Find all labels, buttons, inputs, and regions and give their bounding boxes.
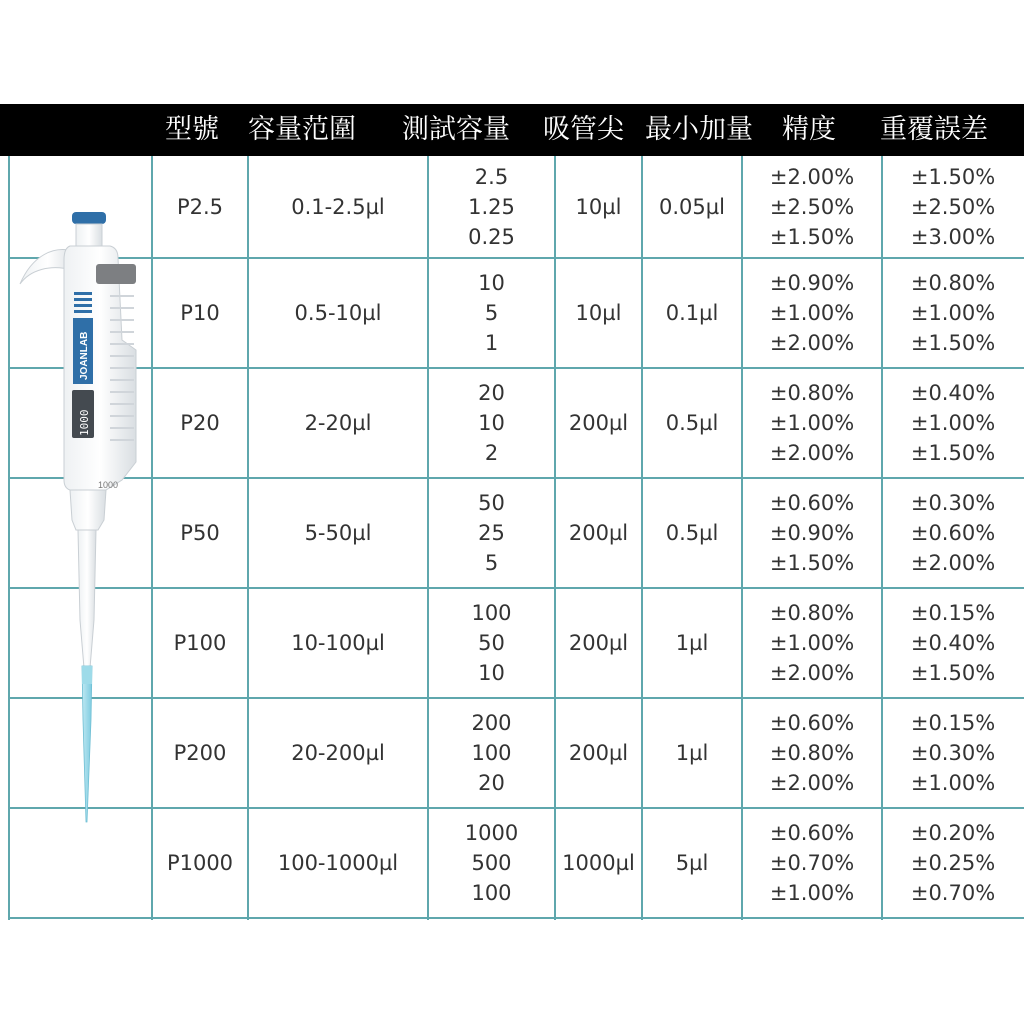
- cell-range: [248, 588, 428, 698]
- cell-line: 50: [478, 631, 505, 655]
- cell-tip: [555, 478, 642, 588]
- cell-value: 1µl: [675, 631, 709, 655]
- cell-tip: [555, 588, 642, 698]
- cell-value: 1000µl: [562, 851, 635, 875]
- cell-line: ±0.90%: [769, 521, 855, 545]
- cell-line: 0.25: [468, 225, 515, 249]
- cell-tip: [555, 808, 642, 918]
- cell-test-volumes: [428, 478, 555, 588]
- cell-value: P20: [180, 411, 220, 435]
- cell-test-volumes: [428, 258, 555, 368]
- cell-accuracy: [742, 478, 882, 588]
- cell-model: [152, 478, 248, 588]
- cell-test-volumes: [428, 588, 555, 698]
- cell-line: 100: [471, 881, 512, 905]
- cell-tip: [555, 156, 642, 258]
- cell-line: 20: [478, 771, 505, 795]
- header-model: 型號: [165, 114, 219, 145]
- header-accuracy: 精度: [782, 114, 836, 145]
- plunger-shaft: [76, 224, 102, 246]
- header-range: 容量范圍: [248, 114, 356, 145]
- cell-line: ±0.40%: [910, 631, 996, 655]
- cell-line: ±0.20%: [910, 821, 996, 845]
- cell-value: 10µl: [575, 195, 622, 219]
- cell-line: 100: [471, 601, 512, 625]
- cell-value: 200µl: [568, 741, 629, 765]
- cell-value: 200µl: [568, 631, 629, 655]
- cell-line: 1.25: [468, 195, 515, 219]
- cell-repeatability: [882, 368, 1024, 478]
- cell-value: 0.1-2.5µl: [291, 195, 385, 219]
- cell-line: ±1.00%: [769, 881, 855, 905]
- header-min-increment: 最小加量: [645, 114, 753, 145]
- cell-line: ±0.60%: [769, 711, 855, 735]
- cell-min-increment: [642, 808, 742, 918]
- cell-line: ±0.60%: [910, 521, 996, 545]
- cell-line: 5: [484, 551, 499, 575]
- eject-button: [96, 264, 136, 284]
- cell-line: ±1.50%: [769, 225, 855, 249]
- cell-value: 0.5-10µl: [294, 301, 382, 325]
- cell-line: ±2.00%: [769, 441, 855, 465]
- pipette-shaft: [78, 530, 96, 668]
- cell-accuracy: [742, 258, 882, 368]
- grid-vline: [8, 156, 10, 920]
- cell-line: ±1.00%: [910, 771, 996, 795]
- cell-value: P2.5: [176, 195, 224, 219]
- model-mark: 1000: [98, 480, 119, 490]
- pipette-tip: [82, 666, 92, 822]
- cell-accuracy: [742, 156, 882, 258]
- cell-line: ±2.00%: [769, 661, 855, 685]
- cell-line: ±0.70%: [910, 881, 996, 905]
- tip-ejector: [70, 490, 106, 530]
- cell-test-volumes: [428, 808, 555, 918]
- cell-line: 10: [478, 271, 505, 295]
- cell-line: ±0.80%: [910, 271, 996, 295]
- cell-value: 10-100µl: [291, 631, 385, 655]
- cell-line: ±1.00%: [769, 301, 855, 325]
- cell-line: ±1.00%: [910, 411, 996, 435]
- cell-line: ±0.15%: [910, 601, 996, 625]
- cell-line: 2.5: [474, 165, 509, 189]
- header-test-volume: 測試容量: [402, 114, 510, 145]
- cell-line: ±1.50%: [910, 331, 996, 355]
- cell-model: [152, 156, 248, 258]
- cell-value: 2-20µl: [304, 411, 372, 435]
- cell-tip: [555, 698, 642, 808]
- cell-line: ±1.00%: [769, 631, 855, 655]
- cell-model: [152, 698, 248, 808]
- cell-line: ±0.25%: [910, 851, 996, 875]
- cell-range: [248, 368, 428, 478]
- cell-line: 5: [484, 301, 499, 325]
- cell-line: ±0.30%: [910, 741, 996, 765]
- cell-tip: [555, 258, 642, 368]
- cell-line: ±1.50%: [910, 661, 996, 685]
- cell-line: ±1.00%: [769, 411, 855, 435]
- cell-model: [152, 588, 248, 698]
- cell-line: 2: [484, 441, 499, 465]
- cell-line: ±0.80%: [769, 601, 855, 625]
- cell-range: [248, 478, 428, 588]
- cell-line: ±1.50%: [910, 165, 996, 189]
- cell-accuracy: [742, 368, 882, 478]
- grid-hline: [8, 917, 1024, 919]
- cell-value: 5-50µl: [304, 521, 372, 545]
- cell-value: P200: [173, 741, 227, 765]
- cell-line: 50: [478, 491, 505, 515]
- brand-text: JOANLAB: [79, 331, 90, 380]
- cell-line: ±2.00%: [769, 165, 855, 189]
- cell-value: P1000: [166, 851, 234, 875]
- cell-min-increment: [642, 698, 742, 808]
- cell-value: 200µl: [568, 411, 629, 435]
- cell-line: 1: [484, 331, 499, 355]
- cell-value: P10: [180, 301, 220, 325]
- cell-test-volumes: [428, 156, 555, 258]
- cell-value: 10µl: [575, 301, 622, 325]
- cell-line: 500: [471, 851, 512, 875]
- cell-line: 1000: [464, 821, 519, 845]
- cell-value: 200µl: [568, 521, 629, 545]
- cell-line: ±0.60%: [769, 491, 855, 515]
- cell-line: 200: [471, 711, 512, 735]
- cell-line: ±0.70%: [769, 851, 855, 875]
- header-tip: 吸管尖: [543, 114, 624, 145]
- cell-min-increment: [642, 478, 742, 588]
- cell-line: ±0.80%: [769, 381, 855, 405]
- cell-repeatability: [882, 478, 1024, 588]
- cell-range: [248, 808, 428, 918]
- cell-repeatability: [882, 156, 1024, 258]
- cell-test-volumes: [428, 368, 555, 478]
- cell-model: [152, 808, 248, 918]
- cell-min-increment: [642, 258, 742, 368]
- cell-repeatability: [882, 698, 1024, 808]
- cell-range: [248, 698, 428, 808]
- cell-line: 25: [478, 521, 505, 545]
- cell-line: ±2.00%: [769, 331, 855, 355]
- cell-range: [248, 258, 428, 368]
- cell-value: 0.5µl: [665, 521, 719, 545]
- cell-line: ±1.50%: [910, 441, 996, 465]
- cell-accuracy: [742, 588, 882, 698]
- cell-line: ±2.00%: [769, 771, 855, 795]
- cell-line: ±2.50%: [769, 195, 855, 219]
- cell-line: ±0.80%: [769, 741, 855, 765]
- cell-line: 10: [478, 411, 505, 435]
- cell-line: ±2.50%: [910, 195, 996, 219]
- cell-line: ±0.30%: [910, 491, 996, 515]
- cell-repeatability: [882, 258, 1024, 368]
- cell-test-volumes: [428, 698, 555, 808]
- cell-line: ±1.50%: [769, 551, 855, 575]
- cell-model: [152, 368, 248, 478]
- cell-line: 10: [478, 661, 505, 685]
- cell-min-increment: [642, 368, 742, 478]
- counter-display: 1000: [78, 409, 91, 436]
- cell-line: ±0.90%: [769, 271, 855, 295]
- cell-value: 100-1000µl: [277, 851, 399, 875]
- cell-value: P100: [173, 631, 227, 655]
- cell-min-increment: [642, 156, 742, 258]
- cell-tip: [555, 368, 642, 478]
- cell-value: 0.1µl: [665, 301, 719, 325]
- cell-line: ±1.00%: [910, 301, 996, 325]
- cell-value: 1µl: [675, 741, 709, 765]
- cell-value: 0.05µl: [659, 195, 725, 219]
- cell-line: ±2.00%: [910, 551, 996, 575]
- cell-value: 0.5µl: [665, 411, 719, 435]
- cell-min-increment: [642, 588, 742, 698]
- cell-line: ±0.40%: [910, 381, 996, 405]
- cell-value: 5µl: [675, 851, 709, 875]
- header-repeatability: 重覆誤差: [880, 114, 988, 145]
- cell-value: 20-200µl: [291, 741, 385, 765]
- cell-line: ±3.00%: [910, 225, 996, 249]
- cell-model: [152, 258, 248, 368]
- cell-accuracy: [742, 698, 882, 808]
- cell-repeatability: [882, 808, 1024, 918]
- tip-collar: [82, 666, 92, 684]
- pipette-illustration: [14, 200, 154, 840]
- cell-line: ±0.15%: [910, 711, 996, 735]
- table-header: [0, 104, 1024, 156]
- cell-line: 100: [471, 741, 512, 765]
- cell-line: 20: [478, 381, 505, 405]
- plunger-cap: [72, 212, 106, 224]
- cell-value: P50: [180, 521, 220, 545]
- cell-line: ±0.60%: [769, 821, 855, 845]
- cell-range: [248, 156, 428, 258]
- cell-repeatability: [882, 588, 1024, 698]
- cell-accuracy: [742, 808, 882, 918]
